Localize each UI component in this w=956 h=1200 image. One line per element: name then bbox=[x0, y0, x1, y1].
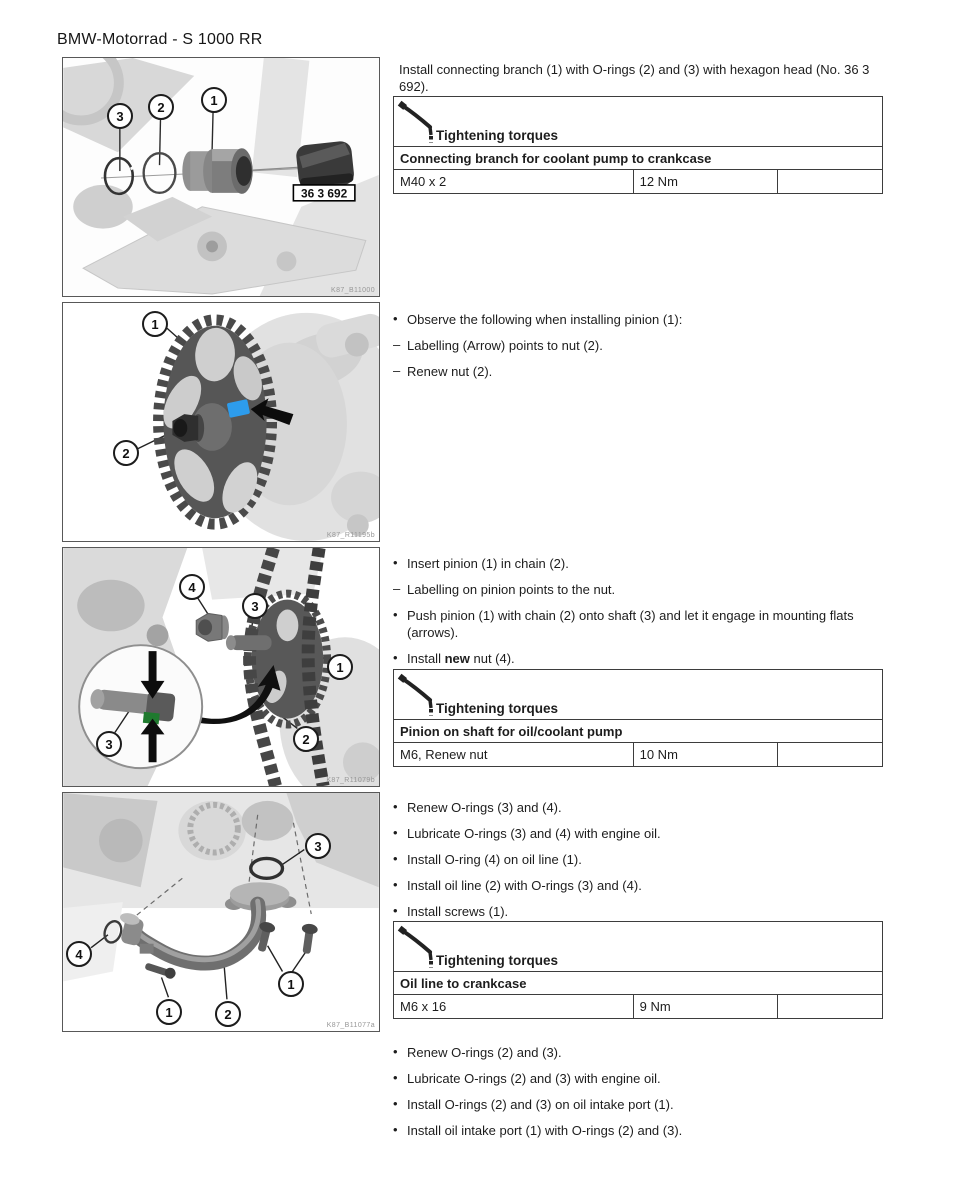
torque-extra bbox=[777, 170, 882, 194]
callout-2: 2 bbox=[293, 726, 319, 752]
step: – Labelling (Arrow) points to nut (2). bbox=[393, 337, 603, 353]
torque-value: 12 Nm bbox=[633, 170, 777, 194]
torque-wrench-icon bbox=[397, 99, 437, 146]
figure-oil-line bbox=[62, 792, 380, 1032]
step: • Install oil line (2) with O-rings (3) and (4). bbox=[393, 877, 642, 893]
callout-1: 1 bbox=[327, 654, 353, 680]
instruction-column bbox=[393, 0, 883, 1200]
torque-value: 9 Nm bbox=[633, 995, 777, 1019]
pinion-illustration bbox=[63, 303, 379, 541]
callout-2: 2 bbox=[113, 440, 139, 466]
torque-table-title: Tightening torques bbox=[436, 128, 558, 143]
step: • Install screws (1). bbox=[393, 903, 509, 919]
figure-pinion-labelling bbox=[62, 302, 380, 542]
oil-line-steps bbox=[393, 799, 883, 929]
figure-ref-code: K87_B11077a bbox=[326, 1022, 375, 1029]
torque-extra bbox=[777, 995, 882, 1019]
callout-4: 4 bbox=[179, 574, 205, 600]
callout-2: 2 bbox=[148, 94, 174, 120]
new-nut bbox=[196, 613, 229, 641]
torque-subject: Connecting branch for coolant pump to crankcase bbox=[394, 147, 883, 170]
torque-table-title: Tightening torques bbox=[436, 953, 558, 968]
step: • Install O-rings (2) and (3) on oil intake port (1). bbox=[393, 1096, 674, 1112]
figure-ref-code: K87_R11079b bbox=[326, 777, 375, 784]
figure-connecting-branch bbox=[62, 57, 380, 297]
torque-table-header bbox=[394, 97, 883, 147]
torque-table-connecting-branch bbox=[393, 96, 883, 194]
torque-value: 10 Nm bbox=[633, 743, 777, 767]
torque-table-header bbox=[394, 670, 883, 720]
callout-2: 2 bbox=[215, 1001, 241, 1027]
torque-table-title: Tightening torques bbox=[436, 701, 558, 716]
torque-spec: M40 x 2 bbox=[394, 170, 634, 194]
callout-3: 3 bbox=[107, 103, 133, 129]
torque-spec: M6, Renew nut bbox=[394, 743, 634, 767]
step: – Labelling on pinion points to the nut. bbox=[393, 581, 616, 597]
figure-ref-code: K87_R11195b bbox=[326, 532, 375, 539]
oil-line-illustration bbox=[63, 793, 379, 1031]
torque-subject: Pinion on shaft for oil/coolant pump bbox=[394, 720, 883, 743]
pump-shaft bbox=[226, 635, 272, 650]
figure-pinion-chain bbox=[62, 547, 380, 787]
step: – Renew nut (2). bbox=[393, 363, 493, 379]
torque-table-header bbox=[394, 922, 883, 972]
step: • Install oil intake port (1) with O-rings (2) and (3). bbox=[393, 1122, 683, 1138]
step: • Push pinion (1) with chain (2) onto shaft (3) and let it engage in mounting flats (arrows). bbox=[393, 607, 854, 640]
step: • Lubricate O-rings (2) and (3) with engine oil. bbox=[393, 1070, 661, 1086]
step: • Observe the following when installing pinion (1): bbox=[393, 311, 683, 327]
hexagon-head-tool bbox=[295, 140, 355, 189]
torque-subject: Oil line to crankcase bbox=[394, 972, 883, 995]
pinion-install-steps bbox=[393, 311, 883, 389]
step: • Renew O-rings (2) and (3). bbox=[393, 1044, 562, 1060]
step: • Install O-ring (4) on oil line (1). bbox=[393, 851, 582, 867]
install-connecting-branch-text: Install connecting branch (1) with O-rings (2) and (3) with hexagon head (No. 36 3 692). bbox=[399, 62, 870, 94]
tool-number-label: 36 3 692 bbox=[300, 186, 348, 201]
step: • Insert pinion (1) in chain (2). bbox=[393, 555, 569, 571]
torque-table-pinion bbox=[393, 669, 883, 767]
callout-1: 1 bbox=[142, 311, 168, 337]
step: • Lubricate O-rings (3) and (4) with engine oil. bbox=[393, 825, 661, 841]
step: • Renew O-rings (3) and (4). bbox=[393, 799, 562, 815]
callout-4: 4 bbox=[66, 941, 92, 967]
callout-3: 3 bbox=[242, 593, 268, 619]
callout-3: 3 bbox=[305, 833, 331, 859]
torque-table-oil-line bbox=[393, 921, 883, 1019]
callout-3-inset: 3 bbox=[96, 731, 122, 757]
pinion-chain-steps bbox=[393, 555, 883, 676]
torque-wrench-icon bbox=[397, 672, 437, 719]
callout-1: 1 bbox=[201, 87, 227, 113]
step: • Install new nut (4). bbox=[393, 650, 515, 666]
figure-ref-code: K87_B11000 bbox=[331, 287, 375, 294]
torque-extra bbox=[777, 743, 882, 767]
callout-1-left: 1 bbox=[156, 999, 182, 1025]
oil-intake-port-steps bbox=[393, 1044, 883, 1148]
torque-spec: M6 x 16 bbox=[394, 995, 634, 1019]
callout-1-right: 1 bbox=[278, 971, 304, 997]
page-title: BMW-Motorrad - S 1000 RR bbox=[57, 31, 263, 48]
torque-wrench-icon bbox=[397, 924, 437, 971]
